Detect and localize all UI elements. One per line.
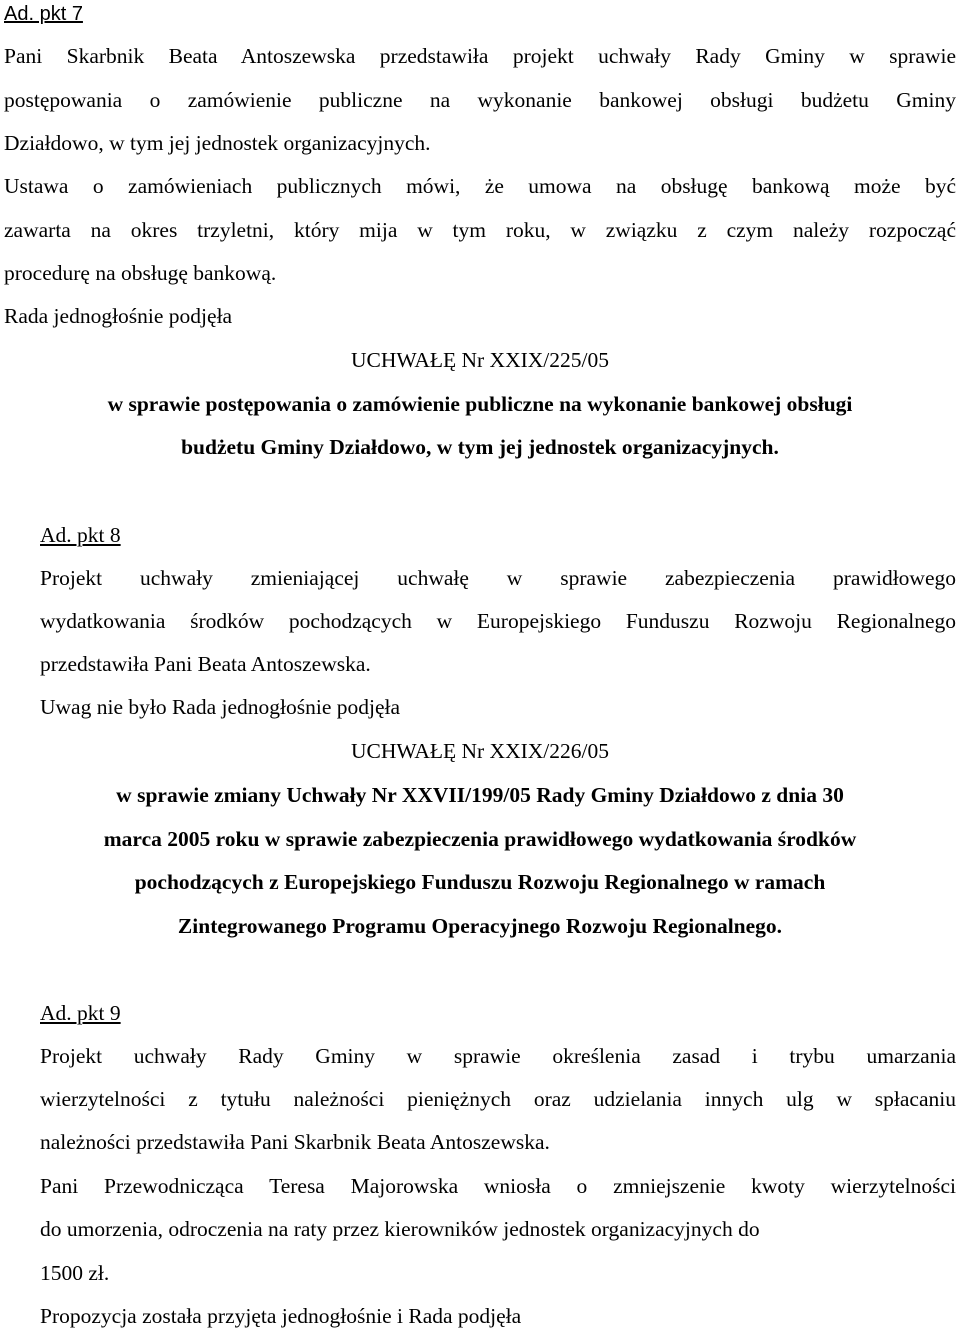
paragraph-line: wierzytelności z tytułu należności pieniężnych oraz udzielania innych ulg w spłacaniu	[40, 1087, 956, 1111]
paragraph-line: należności przedstawiła Pani Skarbnik Beata Antoszewska.	[40, 1130, 550, 1154]
heading-pkt7: Ad. pkt 7	[4, 3, 83, 25]
heading-pkt9: Ad. pkt 9	[40, 1001, 121, 1025]
paragraph-line: 1500 zł.	[40, 1261, 110, 1285]
closing-line: Propozycja została przyjęta jednogłośnie i Rada podjęła	[40, 1304, 522, 1328]
paragraph-line: przedstawiła Pani Beata Antoszewska.	[40, 652, 371, 676]
resolution-subject-line: budżetu Gminy Działdowo, w tym jej jednostek organizacyjnych.	[181, 435, 779, 459]
paragraph-line: do umorzenia, odroczenia na raty przez kierowników jednostek organizacyjnych do	[40, 1217, 760, 1241]
decision-line: Uwag nie było Rada jednogłośnie podjęła	[40, 695, 401, 719]
resolution-subject-line: pochodzących z Europejskiego Funduszu Rozwoju Regionalnego w ramach	[134, 870, 826, 894]
paragraph-line: Projekt uchwały Rady Gminy w sprawie określenia zasad i trybu umarzania	[40, 1044, 956, 1068]
paragraph-line: Działdowo, w tym jej jednostek organizacyjnych.	[4, 131, 431, 155]
resolution-subject-line: w sprawie zmiany Uchwały Nr XXVII/199/05 Rady Gminy Działdowo z dnia 30	[116, 783, 844, 807]
paragraph-line: Ustawa o zamówieniach publicznych mówi, że umowa na obsługę bankową może być	[4, 174, 956, 198]
resolution-subject-line: marca 2005 roku w sprawie zabezpieczenia prawidłowego wydatkowania środków	[103, 827, 857, 851]
paragraph-line: Pani Przewodnicząca Teresa Majorowska wniosła o zmniejszenie kwoty wierzytelności	[40, 1174, 956, 1198]
paragraph-line: procedurę na obsługę bankową.	[4, 261, 277, 285]
resolution-subject-line: w sprawie postępowania o zamówienie publiczne na wykonanie bankowej obsługi	[107, 392, 853, 416]
paragraph-line: Projekt uchwały zmieniającej uchwałę w sprawie zabezpieczenia prawidłowego	[40, 566, 956, 590]
paragraph-line: wydatkowania środków pochodzących w Europejskiego Funduszu Rozwoju Regionalnego	[40, 609, 956, 633]
resolution-subject-line: Zintegrowanego Programu Operacyjnego Rozwoju Regionalnego.	[177, 914, 783, 938]
paragraph-line: postępowania o zamówienie publiczne na wykonanie bankowej obsługi budżetu Gminy	[4, 88, 956, 112]
decision-line: Rada jednogłośnie podjęła	[4, 304, 233, 328]
resolution-title: UCHWAŁĘ Nr XXIX/225/05	[351, 348, 609, 372]
resolution-title: UCHWAŁĘ Nr XXIX/226/05	[351, 739, 609, 763]
paragraph-line: Pani Skarbnik Beata Antoszewska przedstawiła projekt uchwały Rady Gminy w sprawie	[4, 44, 956, 68]
paragraph-line: zawarta na okres trzyletni, który mija w tym roku, w związku z czym należy rozpocząć	[4, 218, 956, 242]
heading-pkt8: Ad. pkt 8	[40, 523, 121, 547]
